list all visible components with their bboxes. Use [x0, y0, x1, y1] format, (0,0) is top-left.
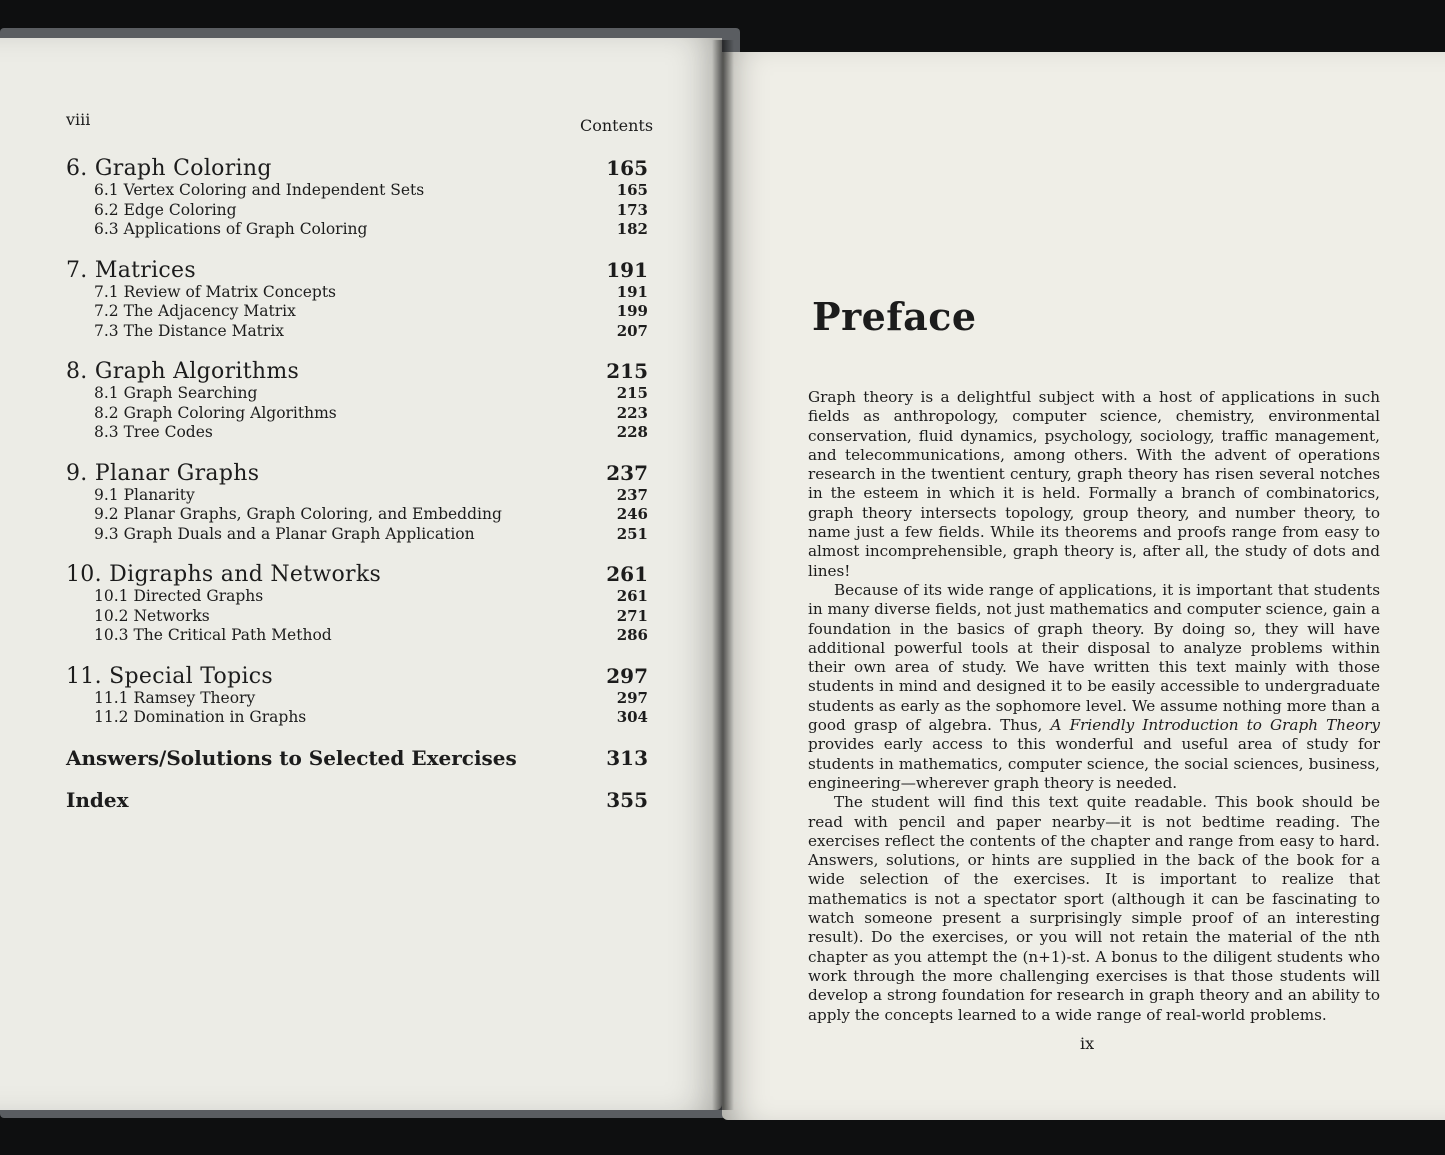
- toc-section-title: 8.1 Graph Searching: [94, 384, 258, 402]
- toc-section-row: [66, 201, 648, 221]
- toc-section-page: 271: [616, 606, 648, 625]
- toc-section-title: 10.1 Directed Graphs: [94, 587, 264, 605]
- toc-chapter: [66, 461, 648, 545]
- toc-chapter-page: 165: [606, 156, 648, 180]
- toc-chapter: [66, 664, 648, 728]
- toc-backmatter-page: 355: [606, 787, 648, 812]
- toc-chapter-page: 261: [606, 562, 648, 586]
- right-folio: ix: [1080, 1034, 1095, 1053]
- toc-section-row: [66, 587, 648, 607]
- toc-section-row: [66, 322, 648, 342]
- toc-chapter-page: 215: [606, 359, 648, 383]
- toc-section-title: 9.1 Planarity: [94, 485, 195, 504]
- toc-chapter-row: [66, 359, 648, 384]
- toc-section-row: [66, 181, 648, 201]
- toc-section-row: [66, 302, 648, 322]
- toc-section-page: 173: [616, 200, 648, 219]
- preface-paragraph-2-part-b: provides early access to this wonderful and useful area of study for students in mathematics, computer science, the social sciences, business, engineering—wherever graph theory is needed.: [808, 735, 1380, 792]
- toc-section-title: 6.3 Applications of Graph Coloring: [94, 220, 368, 238]
- toc-section-page: 191: [616, 282, 648, 301]
- preface-paragraph-2: [808, 581, 1380, 793]
- left-running-head: Contents: [580, 116, 654, 135]
- toc-section-row: [66, 423, 648, 443]
- toc-section-row: [66, 486, 648, 506]
- toc-section-page: 199: [616, 302, 648, 320]
- preface-paragraph-1: Graph theory is a delightful subject with a host of applications in such fields as anthropology, computer science, chemistry, environmental conservation, fluid dynamics, psychology, sociology, traffic management, and telecommunications, among others. With the advent of operations research in the twentient century, graph theory has risen several notches in the esteem in which it is held. Formally a branch of combinatorics, graph theory intersects topology, group theory, and number theory, to name just a few fields. While its theorems and proofs range from easy to almost incomprehensible, graph theory is, after all, the study of dots and lines!: [808, 388, 1380, 580]
- toc-chapter-page: 297: [606, 663, 648, 688]
- toc-section-page: 246: [616, 505, 648, 523]
- book-gutter: [712, 40, 734, 1110]
- toc-chapter-row: [66, 461, 648, 486]
- toc-section-row: [66, 626, 648, 646]
- toc-backmatter-row: [66, 788, 648, 812]
- toc-section-row: [66, 505, 648, 525]
- toc-backmatter-title: Answers/Solutions to Selected Exercises: [66, 745, 517, 770]
- toc-chapter-page: 237: [606, 460, 648, 485]
- toc-chapter-page: 191: [606, 257, 648, 282]
- toc-section-page: 237: [616, 485, 648, 504]
- toc-chapter-title: 7. Matrices: [66, 257, 196, 283]
- toc-section-title: 8.3 Tree Codes: [94, 423, 213, 441]
- toc-section-page: 261: [616, 587, 648, 605]
- book-title-italic: A Friendly Introduction to Graph Theory: [1050, 716, 1380, 735]
- toc-section-row: [66, 384, 648, 404]
- toc-section-row: [66, 689, 648, 709]
- toc-section-page: 223: [616, 403, 648, 422]
- toc-section-page: 215: [616, 384, 648, 402]
- toc-chapter-row: [66, 258, 648, 283]
- toc-section-page: 286: [616, 626, 648, 644]
- toc-section-page: 304: [616, 708, 648, 726]
- toc-section-row: [66, 404, 648, 424]
- toc-section-page: 165: [616, 181, 648, 199]
- toc-section-title: 8.2 Graph Coloring Algorithms: [94, 403, 337, 422]
- toc-chapter-row: [66, 156, 648, 181]
- toc-section-title: 10.3 The Critical Path Method: [94, 626, 332, 644]
- toc-section-row: [66, 220, 648, 240]
- table-of-contents: [66, 156, 648, 830]
- toc-chapter: [66, 562, 648, 646]
- toc-chapter-title: 9. Planar Graphs: [66, 460, 260, 486]
- toc-section-title: 6.2 Edge Coloring: [94, 200, 237, 219]
- preface-paragraph-2-part-a: Because of its wide range of applications, it is important that students in many diverse fields, not just mathematics and computer science, gain a foundation in the basics of graph theory. By doing so, they will have additional powerful tools at their disposal to analyze problems within their own area of study. We have written this text mainly with those students in mind and designed it to be easily accessible to undergraduate students as early as the sophomore level. We assume nothing more than a good grasp of algebra. Thus,: [808, 580, 1380, 735]
- toc-chapter-title: 10. Digraphs and Networks: [66, 562, 382, 587]
- toc-section-title: 6.1 Vertex Coloring and Independent Sets: [94, 181, 425, 199]
- toc-chapter: [66, 156, 648, 240]
- toc-chapter-row: [66, 664, 648, 689]
- toc-chapter-title: 6. Graph Coloring: [66, 156, 272, 181]
- toc-section-page: 228: [616, 423, 648, 441]
- toc-backmatter-page: 313: [606, 745, 648, 770]
- toc-section-title: 9.2 Planar Graphs, Graph Coloring, and Embedding: [94, 505, 502, 523]
- left-folio: viii: [66, 110, 91, 129]
- toc-section-title: 7.2 The Adjacency Matrix: [94, 302, 296, 320]
- preface-paragraph-3: The student will find this text quite readable. This book should be read with pencil and paper nearby—it is not bedtime reading. The exercises reflect the contents of the chapter and range from easy to hard. Answers, solutions, or hints are supplied in the back of the book for a wide selection of the exercises. It is important to realize that mathematics is not a spectator sport (although it can be fascinating to watch someone present a surprisingly simple proof of an interesting result). Do the exercises, or you will not retain the material of the nth chapter as you attempt the (n+1)-st. A bonus to the diligent students who work through the more challenging exercises is that those students will develop a strong foundation for research in graph theory and an ability to apply the concepts learned to a wide range of real-world problems.: [808, 793, 1380, 1024]
- toc-chapter-title: 8. Graph Algorithms: [66, 359, 300, 384]
- toc-chapter-title: 11. Special Topics: [66, 663, 273, 689]
- toc-section-title: 10.2 Networks: [94, 606, 210, 625]
- toc-chapter-row: [66, 562, 648, 587]
- toc-section-row: [66, 708, 648, 728]
- toc-section-page: 182: [616, 220, 648, 238]
- toc-section-title: 11.2 Domination in Graphs: [94, 708, 307, 726]
- toc-section-row: [66, 525, 648, 545]
- toc-backmatter-row: [66, 746, 648, 770]
- toc-section-row: [66, 607, 648, 627]
- toc-section-title: 7.3 The Distance Matrix: [94, 321, 285, 340]
- toc-section-title: 9.3 Graph Duals and a Planar Graph Application: [94, 524, 475, 543]
- toc-section-row: [66, 283, 648, 303]
- toc-section-page: 297: [616, 688, 648, 707]
- toc-section-page: 251: [616, 524, 648, 543]
- toc-section-page: 207: [616, 321, 648, 340]
- toc-section-title: 7.1 Review of Matrix Concepts: [94, 282, 337, 301]
- preface-title: Preface: [812, 294, 977, 339]
- toc-section-title: 11.1 Ramsey Theory: [94, 688, 256, 707]
- toc-backmatter: [66, 746, 648, 812]
- toc-backmatter-title: Index: [66, 787, 129, 812]
- toc-chapter: [66, 258, 648, 342]
- toc-chapter: [66, 359, 648, 443]
- preface-body: [808, 388, 1380, 1025]
